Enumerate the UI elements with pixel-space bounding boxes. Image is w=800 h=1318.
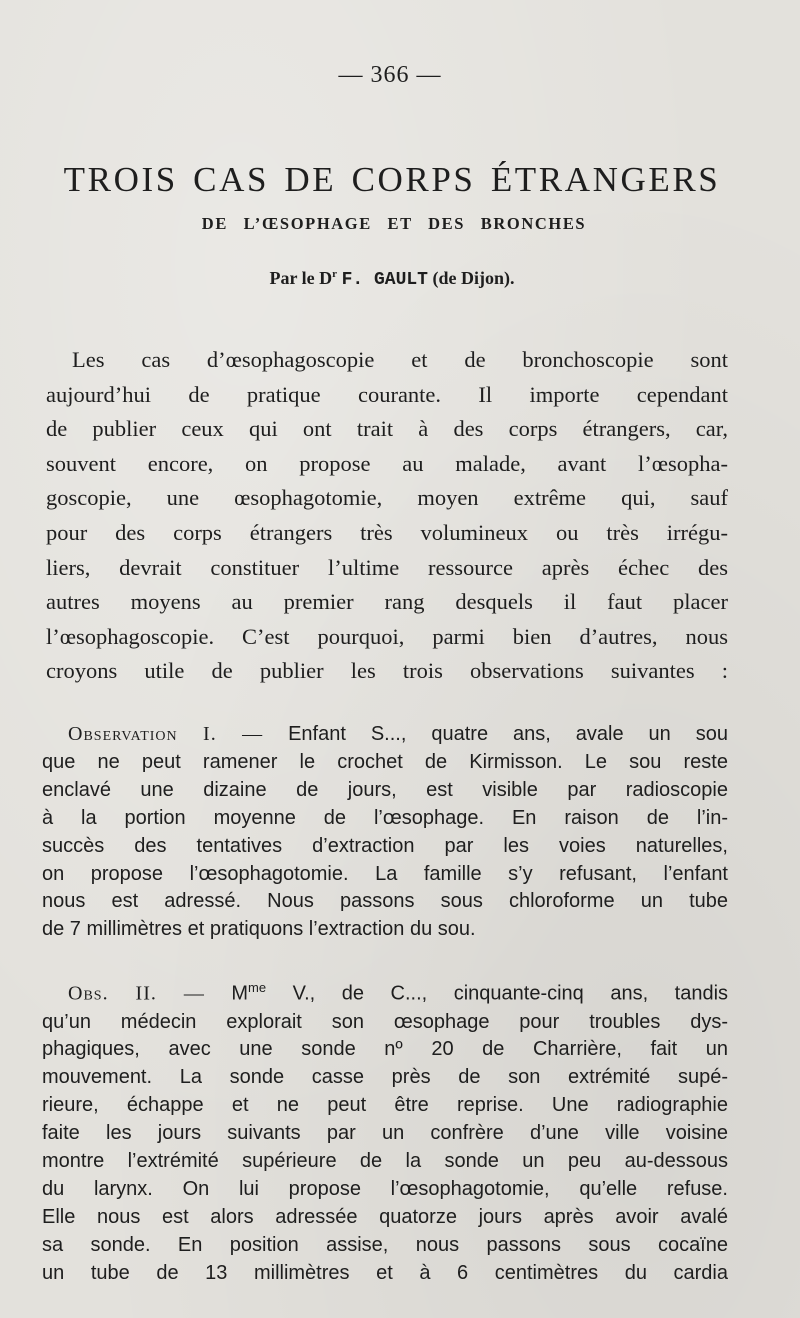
text-line: souvent encore, on propose au malade, avant l’œsopha-	[46, 450, 728, 476]
text-line: pour des corps étrangers très volumineux ou très irrégu-	[46, 519, 728, 545]
intro-paragraph	[46, 343, 728, 689]
text-line: Enfant S..., quatre ans, avale un sou	[288, 723, 729, 745]
text-line: faite les jours suivants par un confrère d’une ville voisine	[42, 1122, 728, 1145]
observation-2-first-line	[42, 974, 728, 1009]
observation-heading: Obs. II. —	[68, 982, 205, 1005]
patient-title: M	[231, 982, 249, 1005]
text-line: de publier ceux qui ont trait à des corps étrangers, car,	[46, 416, 728, 442]
text-line: que ne peut ramener le crochet de Kirmisson. Le sou reste	[42, 750, 728, 773]
text-line: rieure, échappe et ne peut être reprise. Une radiographie	[42, 1094, 728, 1117]
observation-2	[42, 974, 728, 1288]
observation-1-first-line	[42, 721, 728, 749]
text-line: succès des tentatives d’extraction par les voies naturelles,	[42, 834, 728, 857]
byline	[0, 268, 784, 290]
observation-1	[42, 721, 728, 944]
text-line: sa sonde. En position assise, nous passons sous cocaïne	[42, 1233, 728, 1256]
byline-sup: r	[332, 268, 338, 280]
author-name: F. GAULT	[341, 270, 428, 290]
text-line: liers, devrait constituer l’ultime ressource après échec des	[46, 554, 728, 580]
text-line: croyons utile de publier les trois observations suivantes :	[46, 658, 728, 684]
article-title: TROIS CAS DE CORPS ÉTRANGERS	[63, 160, 721, 199]
text-line: Elle nous est alors adressée quatorze jours après avoir avalé	[42, 1205, 728, 1228]
text-line: l’œsophagoscopie. C’est pourquoi, parmi bien d’autres, nous	[46, 623, 728, 649]
page-number: — 366 —	[338, 62, 442, 88]
text-line: Les cas d’œsophagoscopie et de bronchoscopie sont	[72, 347, 728, 372]
text-line: à la portion moyenne de l’œsophage. En raison de l’in-	[42, 806, 728, 829]
text-line: aujourd’hui de pratique courante. Il importe cependant	[46, 381, 728, 407]
text-line: nous est adressé. Nous passons sous chloroforme un tube	[42, 890, 728, 913]
text-line: phagiques, avec une sonde nº 20 de Charrière, fait un	[42, 1038, 728, 1061]
article-subtitle: DE L’ŒSOPHAGE ET DES BRONCHES	[201, 214, 587, 233]
text-line: goscopie, une œsophagotomie, moyen extrême qui, sauf	[46, 485, 728, 511]
text-line: du larynx. On lui propose l’œsophagotomie, qu’elle refuse.	[42, 1178, 728, 1200]
text-line: un tube de 13 millimètres et à 6 centimètres du cardia	[42, 1261, 728, 1284]
text-line: de 7 millimètres et pratiquons l’extraction du sou.	[42, 918, 476, 941]
text-line: mouvement. La sonde casse près de son extrémité supé-	[42, 1066, 728, 1089]
byline-prefix: Par le D	[269, 268, 333, 288]
text-line: V., de C..., cinquante-cinq ans, tandis	[292, 982, 729, 1005]
byline-suffix: (de Dijon).	[432, 268, 515, 288]
text-line: qu’un médecin explorait son œsophage pour troubles dys-	[42, 1010, 728, 1033]
text-line: enclavé une dizaine de jours, est visible par radioscopie	[42, 778, 728, 801]
text-line: montre l’extrémité supérieure de la sonde un peu au-dessous	[42, 1150, 728, 1173]
observation-heading: Observation I. —	[68, 723, 264, 745]
text-line: autres moyens au premier rang desquels il faut placer	[46, 589, 728, 615]
text-line: on propose l’œsophagotomie. La famille s’y refusant, l’enfant	[42, 862, 728, 885]
patient-title-sup: me	[248, 980, 267, 995]
